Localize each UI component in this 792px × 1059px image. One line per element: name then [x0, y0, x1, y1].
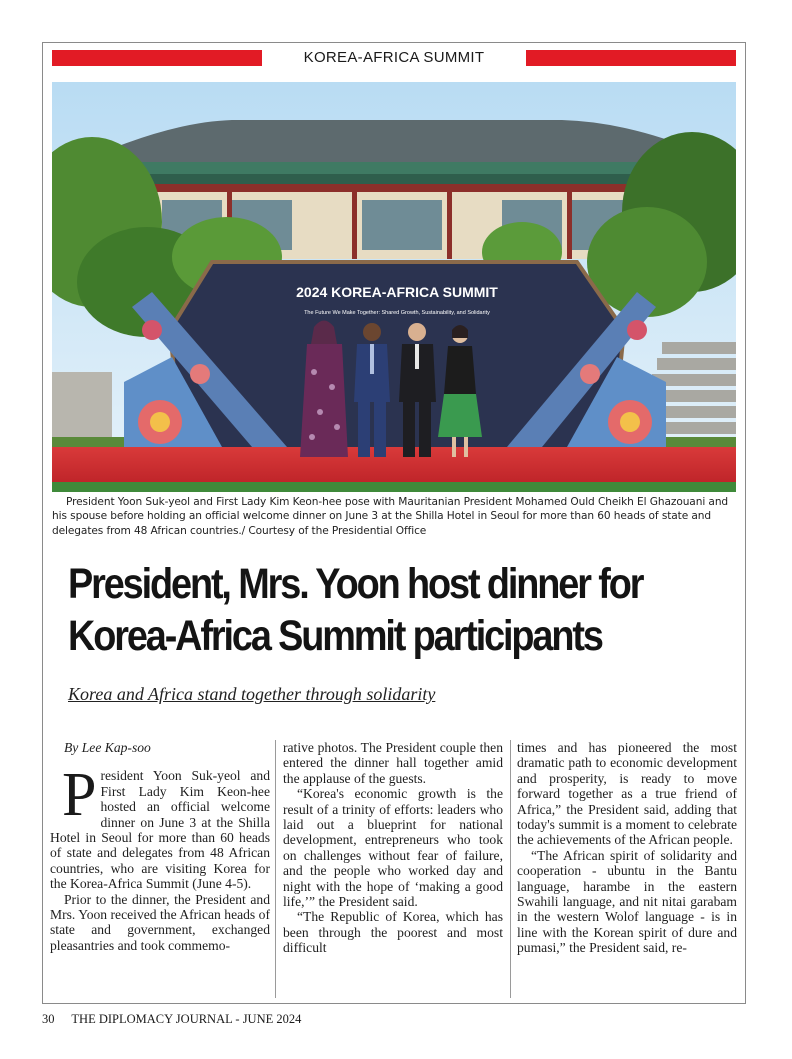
- article-paragraph: “The Republic of Korea, which has been through the poorest and most difficult: [283, 909, 503, 956]
- publication-name: THE DIPLOMACY JOURNAL - JUNE 2024: [71, 1012, 302, 1026]
- subheadline: Korea and Africa stand together through solidarity: [68, 684, 436, 704]
- headline-line-2: Korea-Africa Summit participants: [68, 612, 602, 660]
- page-number: 30: [42, 1012, 55, 1026]
- article-column-1: [50, 740, 270, 953]
- article-column-3: [517, 740, 737, 956]
- article-paragraph: “The African spirit of solidarity and cooperation - ubuntu in the Bantu language, harambe in the eastern Swahili language, and nit nitai garabam in the western Wolof language - is in line with the Korean spirit of dure and pumasi,” the President said, re-: [517, 847, 737, 956]
- photo-caption: President Yoon Suk-yeol and First Lady Kim Keon-hee pose with Mauritanian President Mohamed Ould Cheikh El Ghazouani and his spouse before holding an official welcome dinner on June 3 at the Shilla Hotel in Seoul for more than 60 heads of state and delegates from 48 African countries./ Courtesy of the Presidential Office: [52, 496, 729, 537]
- headline: [68, 558, 666, 662]
- section-label: KOREA-AFRICA SUMMIT: [303, 49, 485, 66]
- backdrop-subtitle: The Future We Make Together: Shared Growth, Sustainability, and Solidarity: [304, 310, 490, 316]
- page-footer: [42, 1012, 301, 1027]
- article-text: resident Yoon Suk-yeol and First Lady Kim Keon-hee hosted an official welcome dinner on June 3 at the Shilla Hotel in Seoul for more than 60 heads of state and delegates from 48 African countries, who are visiting Korea for the Korea-Africa Summit (June 4-5).: [50, 768, 270, 892]
- banner-red-bar-right: [526, 50, 736, 66]
- column-divider-2: [510, 740, 511, 998]
- byline: By Lee Kap-soo: [64, 740, 151, 755]
- article-paragraph: [50, 761, 270, 892]
- article-paragraph: Prior to the dinner, the President and Mrs. Yoon received the African heads of state and government, exchanged pleasantries and took commemo-: [50, 891, 270, 953]
- article-paragraph: rative photos. The President couple then entered the dinner hall together amid the applause of the guests.: [283, 740, 503, 786]
- section-banner: [52, 48, 736, 68]
- banner-red-bar-left: [52, 50, 262, 66]
- backdrop-title: 2024 KOREA-AFRICA SUMMIT: [296, 284, 498, 300]
- article-paragraph: “Korea's economic growth is the result of a trinity of efforts: leaders who laid out a blueprint for national development, entrepreneurs who took on challenges without fear of failure, and the people who worked day and night with the hope of ‘making a good life,’” the President said.: [283, 786, 503, 910]
- column-divider-1: [275, 740, 276, 998]
- article-paragraph: times and has pioneered the most dramatic path to economic development and prosperity, is ready to move forward together as a true friend of Africa,” the President said, adding that today's summit is a moment to celebrate the achievements of the African people.: [517, 740, 737, 848]
- headline-line-1: President, Mrs. Yoon host dinner for: [68, 560, 643, 608]
- article-column-2: [283, 740, 503, 956]
- summit-photo: [52, 82, 736, 492]
- drop-cap: P: [62, 761, 97, 830]
